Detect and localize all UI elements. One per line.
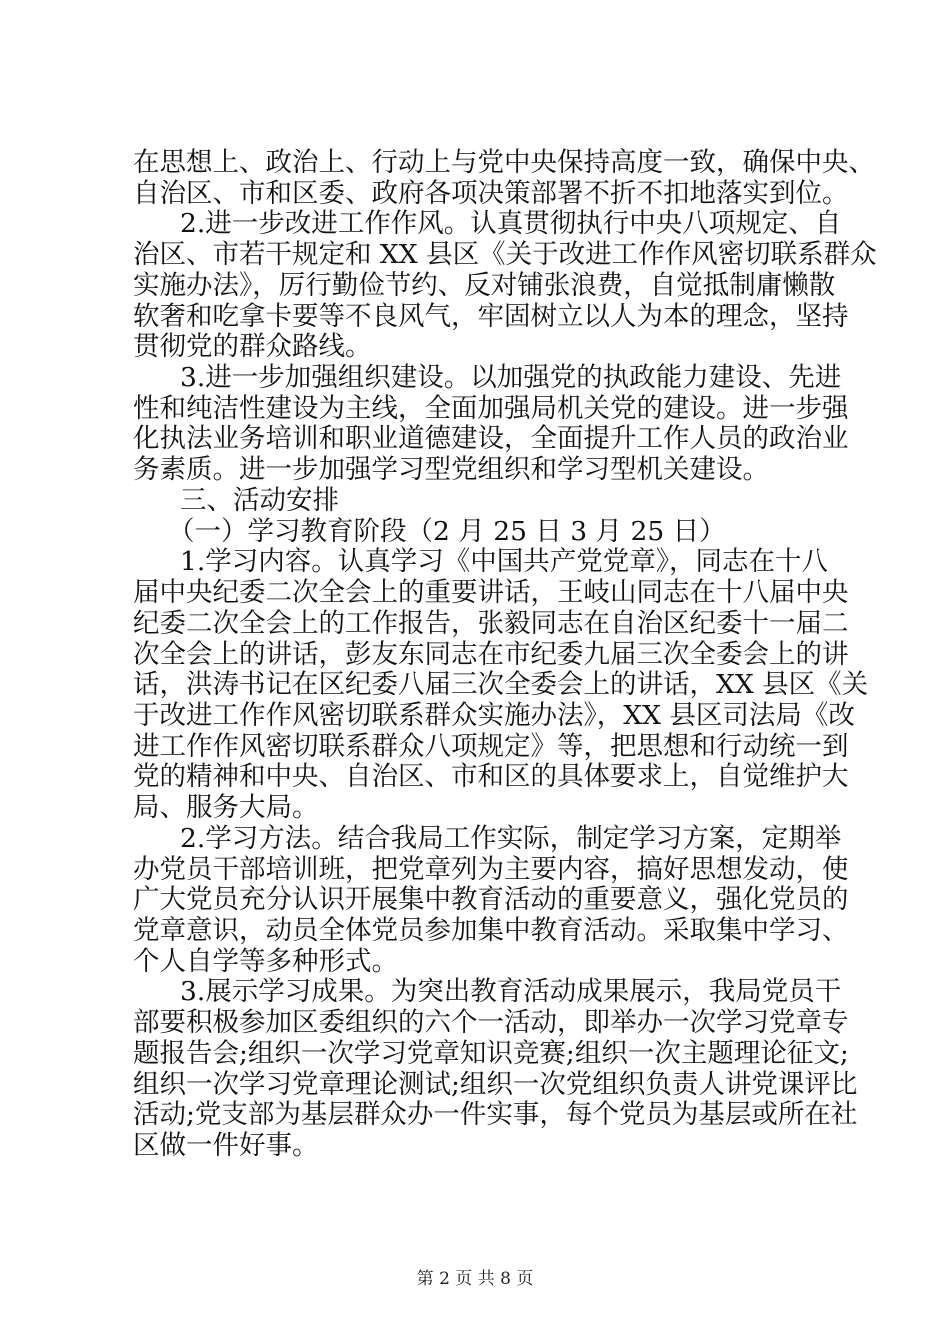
text-line: 届中央纪委二次全会上的重要讲话，王岐山同志在十八届中央	[133, 577, 849, 608]
text-line: 次全会上的讲话，彭友东同志在市纪委九届三次全委会上的讲	[133, 639, 849, 670]
text-line: 1.学习内容。认真学习《中国共产党党章》，同志在十八	[180, 546, 829, 577]
text-line: 治区、市若干规定和 XX 县区《关于改进工作作风密切联系群众	[133, 239, 877, 270]
section-heading: 三、活动安排	[180, 485, 339, 516]
text-line: 题报告会;组织一次学习党章知识竞赛;组织一次主题理论征文;	[133, 1038, 849, 1069]
text-line: 软奢和吃拿卡要等不良风气，牢固树立以人为本的理念，坚持	[133, 301, 849, 332]
text-line: 党的精神和中央、自治区、市和区的具体要求上，自觉维护大	[133, 761, 849, 792]
text-line: 组织一次学习党章理论测试;组织一次党组织负责人讲党课评比	[133, 1069, 858, 1100]
text-line: 广大党员充分认识开展集中教育活动的重要意义，强化党员的	[133, 884, 849, 915]
text-line: 纪委二次全会上的工作报告，张毅同志在自治区纪委十一届二	[133, 608, 849, 639]
text-line: 3.进一步加强组织建设。以加强党的执政能力建设、先进	[180, 362, 842, 393]
text-line: 在思想上、政治上、行动上与党中央保持高度一致，确保中央、	[133, 147, 875, 178]
page-number-footer: 第 2 页 共 8 页	[416, 1269, 534, 1289]
text-line: 2.学习方法。结合我局工作实际，制定学习方案，定期举	[180, 823, 842, 854]
text-line: 性和纯洁性建设为主线，全面加强局机关党的建设。进一步强	[133, 393, 849, 424]
text-line: 于改进工作作风密切联系群众实施办法》，XX 县区司法局《改	[133, 700, 855, 731]
subsection-heading: （一）学习教育阶段（2 月 25 日 3 月 25 日）	[168, 516, 726, 547]
text-line: 化执法业务培训和职业道德建设，全面提升工作人员的政治业	[133, 423, 849, 454]
text-line: 实施办法》，厉行勤俭节约、反对铺张浪费，自觉抵制庸懒散	[133, 270, 836, 301]
text-line: 自治区、市和区委、政府各项决策部署不折不扣地落实到位。	[133, 178, 849, 209]
text-line: 党章意识，动员全体党员参加集中教育活动。采取集中学习、	[133, 915, 849, 946]
text-line: 3.展示学习成果。为突出教育活动成果展示，我局党员干	[180, 976, 842, 1007]
text-line: 进工作作风密切联系群众八项规定》等，把思想和行动统一到	[133, 731, 849, 762]
text-line: 务素质。进一步加强学习型党组织和学习型机关建设。	[133, 454, 769, 485]
text-line: 局、服务大局。	[133, 792, 319, 823]
text-line: 区做一件好事。	[133, 1130, 319, 1161]
text-line: 活动;党支部为基层群众办一件实事，每个党员为基层或所在社	[133, 1099, 858, 1130]
text-line: 2.进一步改进工作作风。认真贯彻执行中央八项规定、自	[180, 208, 842, 239]
text-line: 贯彻党的群众路线。	[133, 331, 372, 362]
text-line: 办党员干部培训班，把党章列为主要内容，搞好思想发动，使	[133, 854, 849, 885]
text-line: 部要积极参加区委组织的六个一活动，即举办一次学习党章专	[133, 1007, 849, 1038]
text-line: 话，洪涛书记在区纪委八届三次全委会上的讲话，XX 县区《关	[133, 669, 869, 700]
text-line: 个人自学等多种形式。	[133, 946, 398, 977]
